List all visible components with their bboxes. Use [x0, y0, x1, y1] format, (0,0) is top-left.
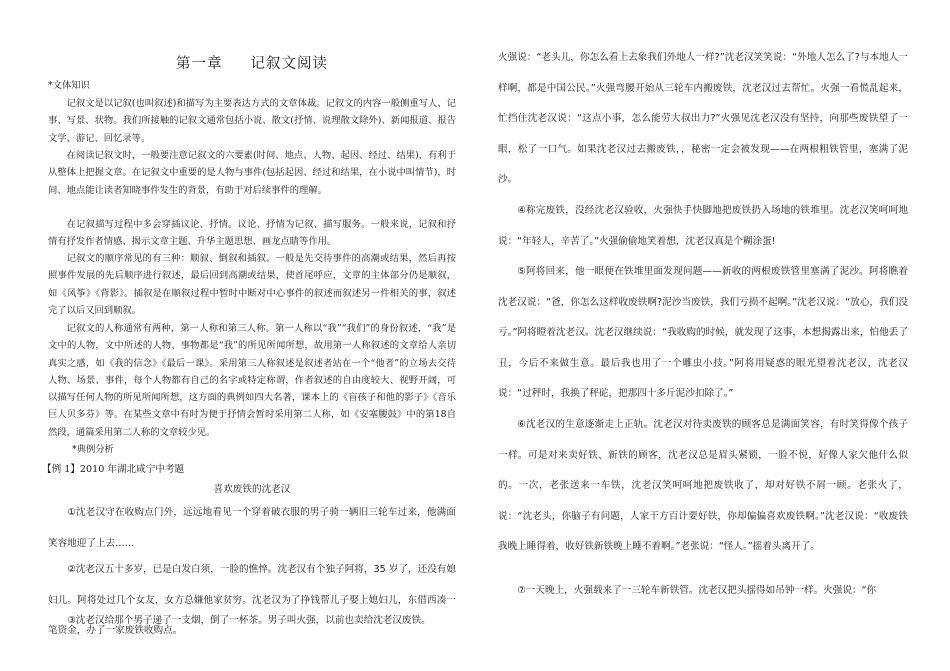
chapter-number: 第一章: [176, 56, 223, 72]
knowledge-paragraph: 记叙文是以记叙(也叫叙述)和描写为主要表达方式的文章体裁。记叙文的内容一般侧重写人、记事、写景、状物。我们所接触的记叙文通常包括小说、散文(抒情、说理散文除外)、新闻报道、报告文学、游记、回忆录等。: [48, 98, 456, 144]
knowledge-paragraph: 记叙文的人称通常有两种，第一人称和第三人称。第一人称以“我”“我们”的身份叙述，“我”是文中的人物，文中所述的人物、事物都是“我”的所见所闻所想，故用第一人称叙述的文章给人亲切真实之感，如《我的信念》《最后一课》。采用第三人称叙述是叙述者站在一个“他者”的立场去交待人物、场景、事件，每个人物都有自己的名字或特定称谓，作者叙述的自由度较大、视野开阔，可以描写任何人物的所见所闻所想，这方面的典例如四大名著，课本上的《盲孩子和他的影子》《音乐巨人贝多芬》等。在某些文章中有时为便于抒情会暂时采用第二人称，如《安塞腰鼓》中的第18自然段，通篇采用第二人称的文章较少见。: [48, 323, 456, 438]
knowledge-paragraph: 在阅读记叙文时，一般要注意记叙文的六要素(时间、地点、人物、起因、经过、结果)，有利于从整体上把握文章。在记叙文中重要的是人物与事件(包括起因、经过和结果，在小说中叫情节)，时间、地点能让读者知晓事件发生的背景，有助于对后续事件的理解。: [48, 150, 456, 196]
chapter-title: [48, 52, 456, 73]
example-label: 【例 1】2010 年湖北咸宁中考题: [42, 464, 185, 475]
story-paragraph: ④称完废铁，没经沈老汉验收，火强快手快脚地把废铁扔入场地的铁堆里。沈老汉笑呵呵地说：“年轻人，辛苦了。”火强偷偷地笑着想，沈老汉真是个糊涂蛋!: [498, 205, 908, 247]
story-paragraph: ⑥沈老汉的生意逐渐走上正轨。沈老汉对待卖废铁的顾客总是满面笑容，有时笑得像个孩子一样。可是对来卖好铁、新铁的顾客，沈老汉总是眉头紧锁，一脸不悦，好像人家欠他什么似的。一次，老张送来一车铁，沈老汉笑呵呵地把废铁收了，却对好铁不屑一顾。老张火了，说：“沈老头，你脑子有问题，人家干方百计要好铁，你却偏偏喜欢废铁啊。”沈老汉说：“收废铁我晚上睡得着，收好铁新铁晚上睡不着啊。”老张说：“怪人。”摇着头离开了。: [498, 419, 908, 552]
knowledge-paragraph: 记叙文的顺序常见的有三种：顺叙、倒叙和插叙。一般是先交待事件的高潮或结果，然后再按照事件发展的先后顺序进行叙述，最后回到高潮或结果，使首尾呼应，文章的主体部分仍是顺叙，如《风筝》《背影》。插叙是在顺叙过程中暂时中断对中心事件的叙述而叙述另一件相关的事，叙述完了以后又回到顺叙。: [48, 253, 456, 316]
story-paragraph: ②沈老汉五十多岁，已是白发白须，一脸的憔悴。沈老汉有个独子阿将，35 岁了，还没有媳妇儿。阿将处过几个女友，女方总嫌他家贫穷。沈老汉为了挣钱帮儿子娶上媳妇儿，东借西凑一笔资金，办了一家废铁收购点。: [48, 564, 456, 636]
story-title: 喜欢废铁的沈老汉: [213, 484, 291, 495]
story-paragraph: ⑤阿将回来，他一眼便在铁堆里面发现问题——新收的两根废铁管里塞满了泥沙。阿将瞧着沈老汉说：“爸，你怎么这样收废铁啊?泥沙当废铁，我们亏损不起啊。”沈老汉说：“放心，我们没亏。”阿将瞪着沈老汉。沈老汉继续说：“我收购的时候，就发现了这事，本想揭露出来，怕他丢了丑，今后不来做生意。最后我也用了一个雕虫小技。”阿将用疑惑的眼光望着沈老汉，沈老汉说：“过秤时，我换了秤砣，把那四十多斤泥沙扣除了。”: [498, 266, 908, 399]
section-heading-example: *典例分析: [72, 444, 114, 455]
story-paragraph: ⑦一天晚上，火强载来了一三轮车新铁管。沈老汉把头摇得如吊钟一样。火强说：“你: [517, 585, 877, 596]
story-paragraph: ③沈老汉给那个男子递了一支烟，倒了一杯茶。男子叫火强，以前也卖给沈老汉废铁。: [67, 615, 431, 626]
chapter-name: 记叙文阅读: [250, 56, 328, 72]
section-heading-knowledge: *文体知识: [48, 80, 90, 91]
story-paragraph: 火强说：“老头儿，你怎么看上去象我们外地人一样?”沈老汉笑笑说：“外地人怎么了?与本地人一样啊，都是中国公民。”火强弯腰开始从三轮车内搬废铁，沈老汉过去帮忙。火强一看慌乱起来，忙挡住沈老汉说：“这点小事，怎么能劳大叔出力?”火强见沈老汉没有坚持，向那些废铁望了一眼，松了一口气。如果沈老汉过去搬废铁，，秘密一定会被发现——在两根粗铁管里，塞满了泥沙。: [498, 52, 908, 185]
story-paragraph: ①沈老汉守在收购点门外，远远地看见一个穿着破衣服的男子骑一辆旧三轮车过来，他满面笑容地迎了上去……: [48, 507, 456, 549]
knowledge-paragraph: 在记叙描写过程中多会穿插议论、抒情。议论、抒情为记叙、描写服务。一般来说，记叙和抒情有抒发作者情感、揭示文章主题、升华主题思想、画龙点睛等作用。: [48, 219, 456, 248]
